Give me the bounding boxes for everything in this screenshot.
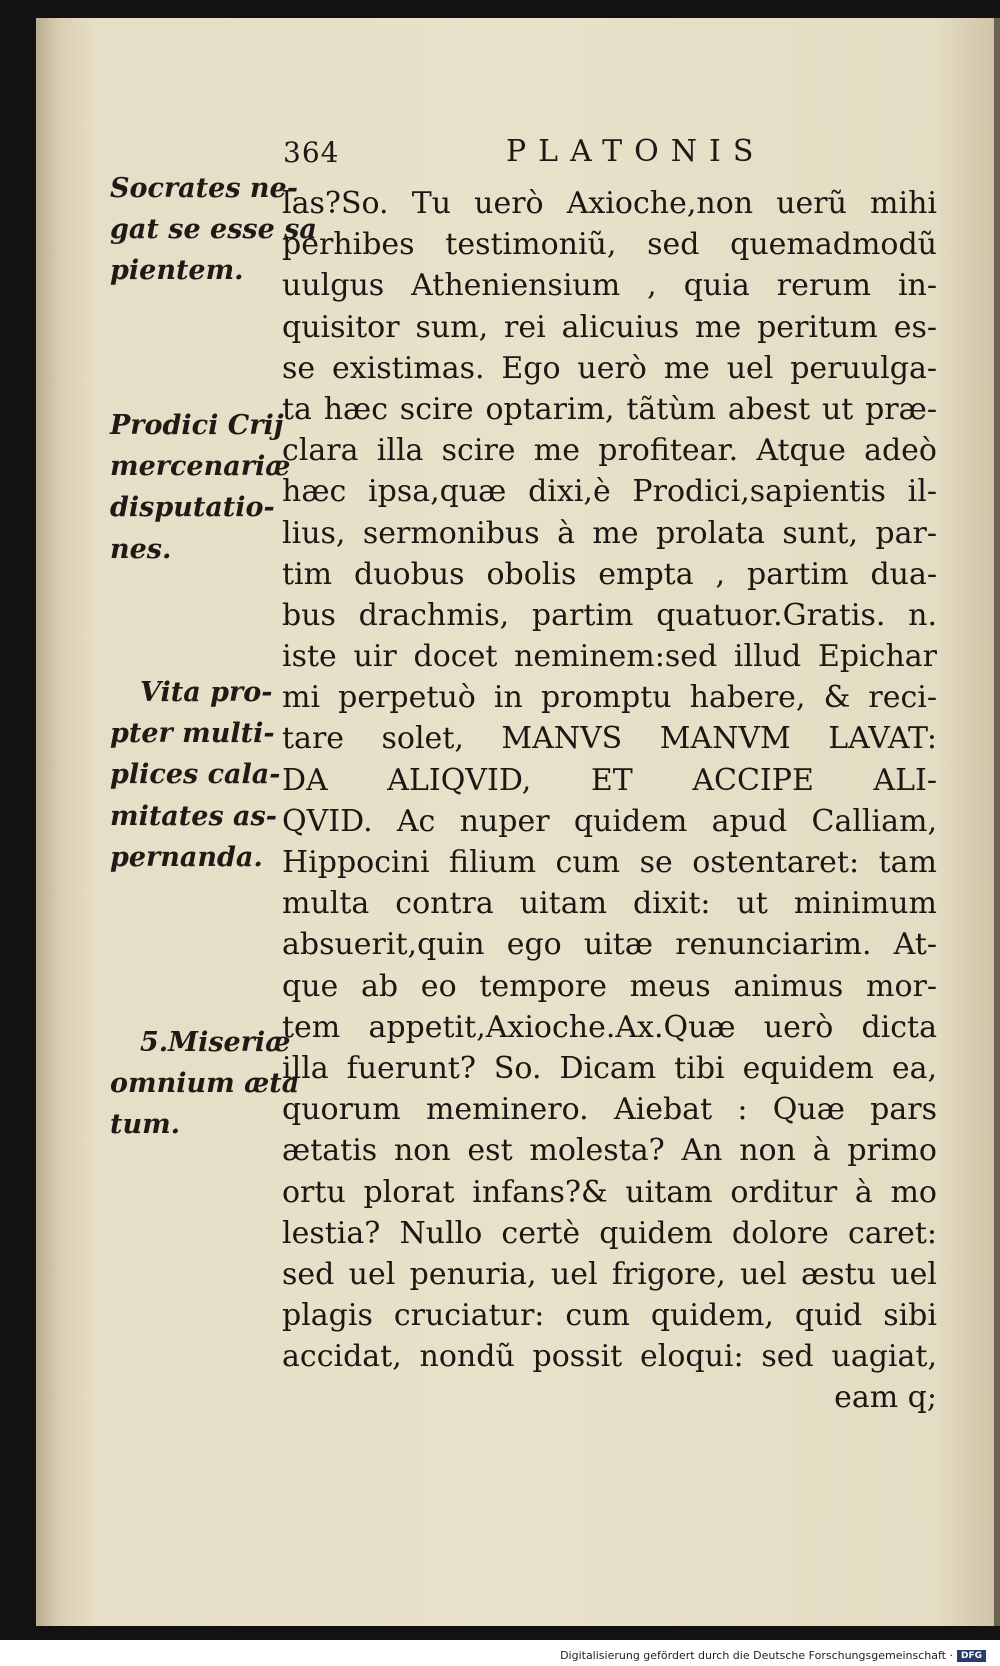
body-line: tare solet, MANVS MANVM LAVAT: [282, 721, 937, 757]
body-line: iste uir docet neminem:sed illud Epichar [282, 639, 937, 675]
body-line: tim duobus obolis empta , partim dua- [282, 556, 937, 592]
body-line: quorum meminero. Aiebat : Quæ pars [282, 1092, 937, 1128]
running-title: PLATONIS [506, 134, 766, 169]
body-line: plagis cruciatur: cum quidem, quid sibi [282, 1298, 937, 1334]
body-line: tem appetit,Axioche.Ax.Quæ uerò dicta [282, 1009, 937, 1045]
margin-note-line: 5.Miseriæ [140, 1027, 291, 1058]
margin-note-line: mitates as- [110, 800, 277, 832]
margin-note-line: nes. [110, 533, 172, 565]
margin-note-line: pernanda. [110, 841, 263, 873]
margin-note-line: plices cala- [110, 759, 281, 791]
margin-note-line: tum. [110, 1109, 181, 1141]
body-line: ta hæc scire optarim, tãtùm abest ut præ- [282, 391, 937, 427]
body-line: accidat, nondũ possit eloqui: sed uagiat, [282, 1339, 937, 1375]
body-text [282, 183, 937, 1419]
body-line: bus drachmis, partim quatuor.Gratis. n. [282, 597, 937, 633]
body-line: lestia? Nullo certè quidem dolore caret: [282, 1215, 937, 1251]
body-line: clara illa scire me profitear. Atque adeò [282, 433, 937, 469]
margin-note-line: omnium æta [110, 1068, 300, 1100]
margin-note-line: Vita pro- [140, 677, 273, 708]
body-line: sed uel penuria, uel frigore, uel æstu uel [282, 1256, 937, 1292]
catchword: eam q; [834, 1380, 937, 1416]
body-line: se existimas. Ego uerò me uel peruulga- [282, 350, 937, 386]
margin-note-line: Socrates ne- [110, 173, 298, 204]
page-number: 364 [283, 136, 340, 169]
body-line: lius, sermonibus à me prolata sunt, par- [282, 515, 937, 551]
margin-note-line: Prodici Crij [110, 410, 284, 441]
page-edge [994, 18, 1000, 1626]
body-line: ætatis non est molesta? An non à primo [282, 1133, 937, 1169]
body-line: multa contra uitam dixit: ut minimum [282, 886, 937, 922]
body-line: perhibes testimoniũ, sed quemadmodũ [282, 227, 937, 263]
margin-note-line: mercenariæ [110, 451, 291, 483]
body-line: DA ALIQVID, ET ACCIPE ALI- [282, 762, 937, 798]
margin-note-line: pientem. [110, 255, 244, 287]
dfg-logo: DFG [957, 1650, 986, 1662]
body-line: quisitor sum, rei alicuius me peritum es- [282, 309, 937, 345]
credit-text: Digitalisierung gefördert durch die Deutsche Forschungsgemeinschaft · [560, 1649, 953, 1662]
margin-note-miseriae [110, 1022, 299, 1146]
body-line: que ab eo tempore meus animus mor- [282, 968, 937, 1004]
body-line: Hippocini filium cum se ostentaret: tam [282, 845, 937, 880]
body-line: ortu plorat infans?& uitam orditur à mo [282, 1174, 937, 1210]
body-line: las?So. Tu uerò Axioche,non uerũ mihi [282, 186, 937, 221]
margin-note-line: gat se esse sa [110, 214, 317, 246]
body-line: hæc ipsa,quæ dixi,è Prodici,sapientis il- [282, 474, 937, 510]
body-line: illa fuerunt? So. Dicam tibi equidem ea, [282, 1050, 937, 1086]
margin-note-line: disputatio- [110, 492, 275, 524]
margin-note-line: pter multi- [110, 718, 275, 750]
margin-note-prodici [110, 405, 290, 570]
digitization-credit [560, 1649, 986, 1662]
body-line: uulgus Atheniensium , quia rerum in- [282, 268, 937, 304]
body-line: absuerit,quin ego uitæ renunciarim. At- [282, 927, 937, 963]
body-line: QVID. Ac nuper quidem apud Calliam, [282, 803, 937, 839]
body-line: mi perpetuò in promptu habere, & reci- [282, 680, 937, 716]
margin-note-vita [110, 672, 281, 878]
